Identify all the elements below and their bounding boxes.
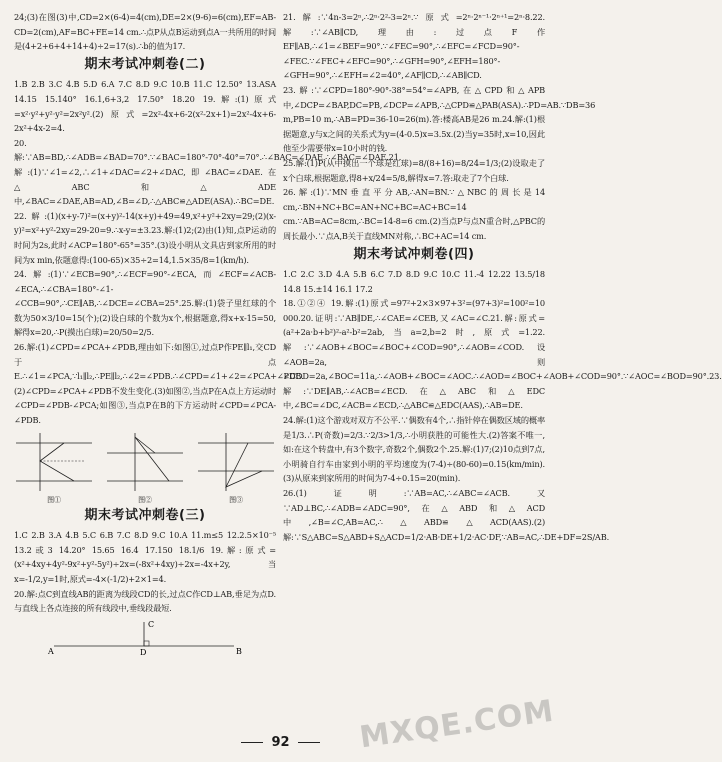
- answer-paragraph: 21.解:∵4n-3=2ⁿ,∴2ⁿ·2²-3=2ⁿ.∵原式=2ⁿ·2ⁿ⁻¹·2ⁿ⁺¹=2ⁿ·8.22.解:∵∠AB∥CD,理由:过点F作EF∥AB,∴∠1=∠BEF=90°.∵∠FEC=90°,∴∠EFC=∠FCD=90°-∠FEC.∵∠FEC+∠EFC=90°,∴∠GFH=90°,∠EFH=180°-∠GFH=90°,∴∠EFH=∠2=40°,∠AF∥CD,∴∠AB∥CD.: [283, 12, 545, 81]
- figure-row: [14, 431, 276, 505]
- section-title: 期末考试冲刺卷(四): [353, 246, 475, 262]
- figure-3-drawing: [196, 431, 276, 493]
- answer-paragraph: 20.解:∵AB=BD,∴∠ADB=∠BAD=70°.∵∠BAC=180°-70°-40°=70°.∴∠BAC=∠DAE.∴∠BAC=∠DAE.21.解:(1)∵∠1=∠2,∴∠1+∠DAC=∠2+∠DAC,即∠BAC=∠DAE.在△ABC和△ADE中,∠BAC=∠DAE,AB=AD,∠B=∠D,∴△ABC≌△ADE(ASA).∴BC=DE.: [14, 137, 402, 207]
- perpendicular-drawing: [14, 618, 276, 656]
- left-column: [14, 10, 402, 658]
- answer-paragraph: 24.解:(1)∵∠ECB=90°,∴∠ECF=90°-∠ECA,而∠ECF=∠ACB-∠ECA,∴∠CBA=180°-∠1-∠CCB=90°,∴CE∥AB,∴∠DCE=∠CBA=25°.25.解:(1)袋子里红球的个数为50×3/10=15(个);(2)设白球的个数为x个,根据题意,得x+x-15=50,解得x=20,∴P(摸出白球)=20/50=2/5.: [14, 269, 276, 338]
- section-title: 期末考试冲刺卷(二): [84, 56, 206, 72]
- point-label: C: [148, 619, 154, 629]
- geometry-figure-3: [196, 431, 276, 505]
- answer-paragraph: 26.解:(1)∵MN垂直平分AB,∴AN=BN.∵△NBC的周长是14 cm,∴BN+NC+BC=AN+NC+BC=AC+BC=14 cm.∵AB=AC=8cm,∴BC=14-8=6 cm.(2)当点P与点N重合时,△PBC的周长最小.∵点A,B关于直线MN对称,∴BC+AC=14 cm.: [283, 187, 545, 241]
- answer-paragraph: 20.解:点C到直线AB的距离为线段CD的长,过点C作CD⊥AB,垂足为点D.与直线上各点连接的所有线段中,垂线段最短.: [14, 588, 276, 614]
- right-column: [283, 10, 722, 544]
- answer-paragraph: 1.C 2.B 3.A 4.B 5.C 6.B 7.C 8.D 9.C 10.A 11.m≤5 12.2.5×10⁻⁵ 13.2或3 14.20° 15.65 16.4 17.150 18.1/6 19.解:原式=(x²+4xy+4y²-9x²+y²-5y²)÷2x=(-8x²+4xy)÷2x=-4x+2y,当x=-1/2,y=1时,原式=-4×(-1/2)+2×1=4.: [14, 530, 276, 584]
- answer-paragraph: 18.①②④ 19.解:(1)原式=97²+2×3×97+3²=(97+3)²=100²=10 000.20.证明:∵AB∥DE,∴∠CAE=∠CEB,又∠AC=∠C.21.解:原式=(a²+2a·b+b²)²-a²-b²=2ab,当a=2,b=2时,原式=1.22.解:∵∠AOB+∠BOC=∠BOC+∠COD=90°,∴∠AOB=∠COD.设∠AOB=2a,则∠COD=2a,∠BOC=11a,∴∠AOB+∠BOC=∠AOC.∴∠AOD=∠BOC+∠AOB+∠COD=90°.∵∠AOC=∠BOD=90°.23.解:∵DE∥AB,∴∠ACB=∠ECD.在△ABC和△EDC中,∠BC=∠DC,∠ACB=∠ECD,∴△ABC≌△EDC(AAS),∴AB=DE.: [283, 298, 722, 411]
- answer-paragraph: 26.(1)证明:∵AB=AC,∴∠ABC=∠ACB.又∵AD⊥BC,∴∠ADB=∠ADC=90°,在△ABD和△ACD中,∠B=∠C,AB=AC,∴△ABD≌△ACD(AAS).(2)解:∵S△ABC=S△ABD+S△ACD=1/2·AB·DE+1/2·AC·DF,∵AB=AC,∴DE+DF=2S/AB.: [283, 488, 610, 542]
- answer-paragraph: 22.解:(1)(x+y-7)²=(x+y)²-14(x+y)+49=49,x²+y²+2xy=29;(2)(x-y)²=x²+y²-2xy=29-20=9.∴x-y=±3.23.解:(1)2;(2)由(1)知,点P运动的时间为2s,此时∠ACP=180°-65°=35°.(3)设小明从文具店到家所用的时间为x min,依题意得:(100-65)×35÷2=14,1.5×35/8=1(km/h).: [14, 210, 276, 265]
- answer-paragraph: 25.解:(1)P(从中摸出一个球是红球)=8/(8+16)=8/24=1/3;(2)设取走了x个白球,根据题意,得8+x/24=5/8,解得x=7.答:取走了7个白球.: [283, 157, 545, 183]
- answer-paragraph: 26.解:(1)∠CPD=∠PCA+∠PDB,理由如下:如图①,过点P作PE∥l₁,交CD于点E.∴∠1=∠PCA,∵l₁∥l₂,∴PE∥l₂,∴∠2=∠PDB.∴∠CPD=∠1+∠2=∠PCA+∠PDB.(2)∠CPD=∠PCA+∠PDB不发生变化.(3)如图②,当点P在A点上方运动时∠CPD=∠PDB-∠PCA;如图③,当点P在B的下方运动时∠CPD=∠PCA-∠PDB.: [14, 342, 304, 426]
- figure-2-drawing: [105, 431, 185, 493]
- watermark-logo: MXQE.COM: [357, 693, 557, 756]
- answer-paragraph: 24.解:(1)这个游戏对双方不公平.∵偶数有4个,∴指针停在偶数区域的概率是1/3.∴P(奇数)=2/3.∵2/3>1/3,∴小明获胜的可能性大.(2)答案不唯一,如:在这个转盘中,有3个数字,奇数2个,偶数2个.25.解:(1)7;(2)10点到7点,小明骑自行车由家到小明的平均速度为(7-4)÷(80-60)=0.15(km/min).(3)从原来到家所用的时间为7-4÷0.15=20(min).: [283, 415, 545, 484]
- page-number: 92: [0, 735, 561, 750]
- figure-caption: 图①: [47, 495, 61, 504]
- figure-caption: 图②: [138, 495, 152, 504]
- geometry-figure-2: [105, 431, 185, 505]
- perpendicular-figure: [14, 618, 276, 656]
- geometry-figure-1: [14, 431, 94, 505]
- point-label: D: [140, 647, 147, 657]
- answer-paragraph: 23.解:∵∠CPD=180°-90°-38°=54°=∠APB,在△CPD和△APB中,∠DCP=∠BAP,DC=PB,∠DCP=∠APB,∴△CPD≌△PAB(ASA).∴PD=AB.∵DB=36 m,PB=10 m,∴AB=PD=36-10=26(m).答:楼高AB是26 m.24.解:(1)根据题意,y与x之间的关系式为y=(4-0.5)x=3.5x.(2)当y=35时,x=10,因此他至少需要带x=10小时的钱.: [283, 84, 596, 154]
- answer-paragraph: 1.C 2.C 3.D 4.A 5.B 6.C 7.D 8.D 9.C 10.C 11.-4 12.22 13.5/18 14.8 15.±14 16.1 17.2: [283, 269, 545, 294]
- point-label: A: [48, 646, 54, 656]
- figure-1-drawing: [14, 431, 94, 493]
- answer-paragraph: 24;(3)在图(3)中,CD=2×(6-4)=4(cm),DE=2×(9-6)=6(cm),EF=AB-CD=2(cm),AF=BC+FE=14 cm.∴点P从点B运动到点A一共所用的时间是(4+2+6+4+14+4)÷2=17(s).∴b的值为17.: [14, 12, 276, 52]
- section-title: 期末考试冲刺卷(三): [84, 507, 206, 523]
- point-label: B: [236, 646, 242, 656]
- figure-caption: 图③: [229, 495, 243, 504]
- answer-paragraph: 1.B 2.B 3.C 4.B 5.D 6.A 7.C 8.D 9.C 10.B 11.C 12.50° 13.ASA 14.15 15.140° 16.1,6+3,2 17.50° 18.20 19.解:(1)原式=x²·y²+y²·y²=2x²y².(2)原式=2x²-4x+6-2(x²-2x+1)=2x²-4x+6-2x²+4x-2=4.: [14, 79, 276, 134]
